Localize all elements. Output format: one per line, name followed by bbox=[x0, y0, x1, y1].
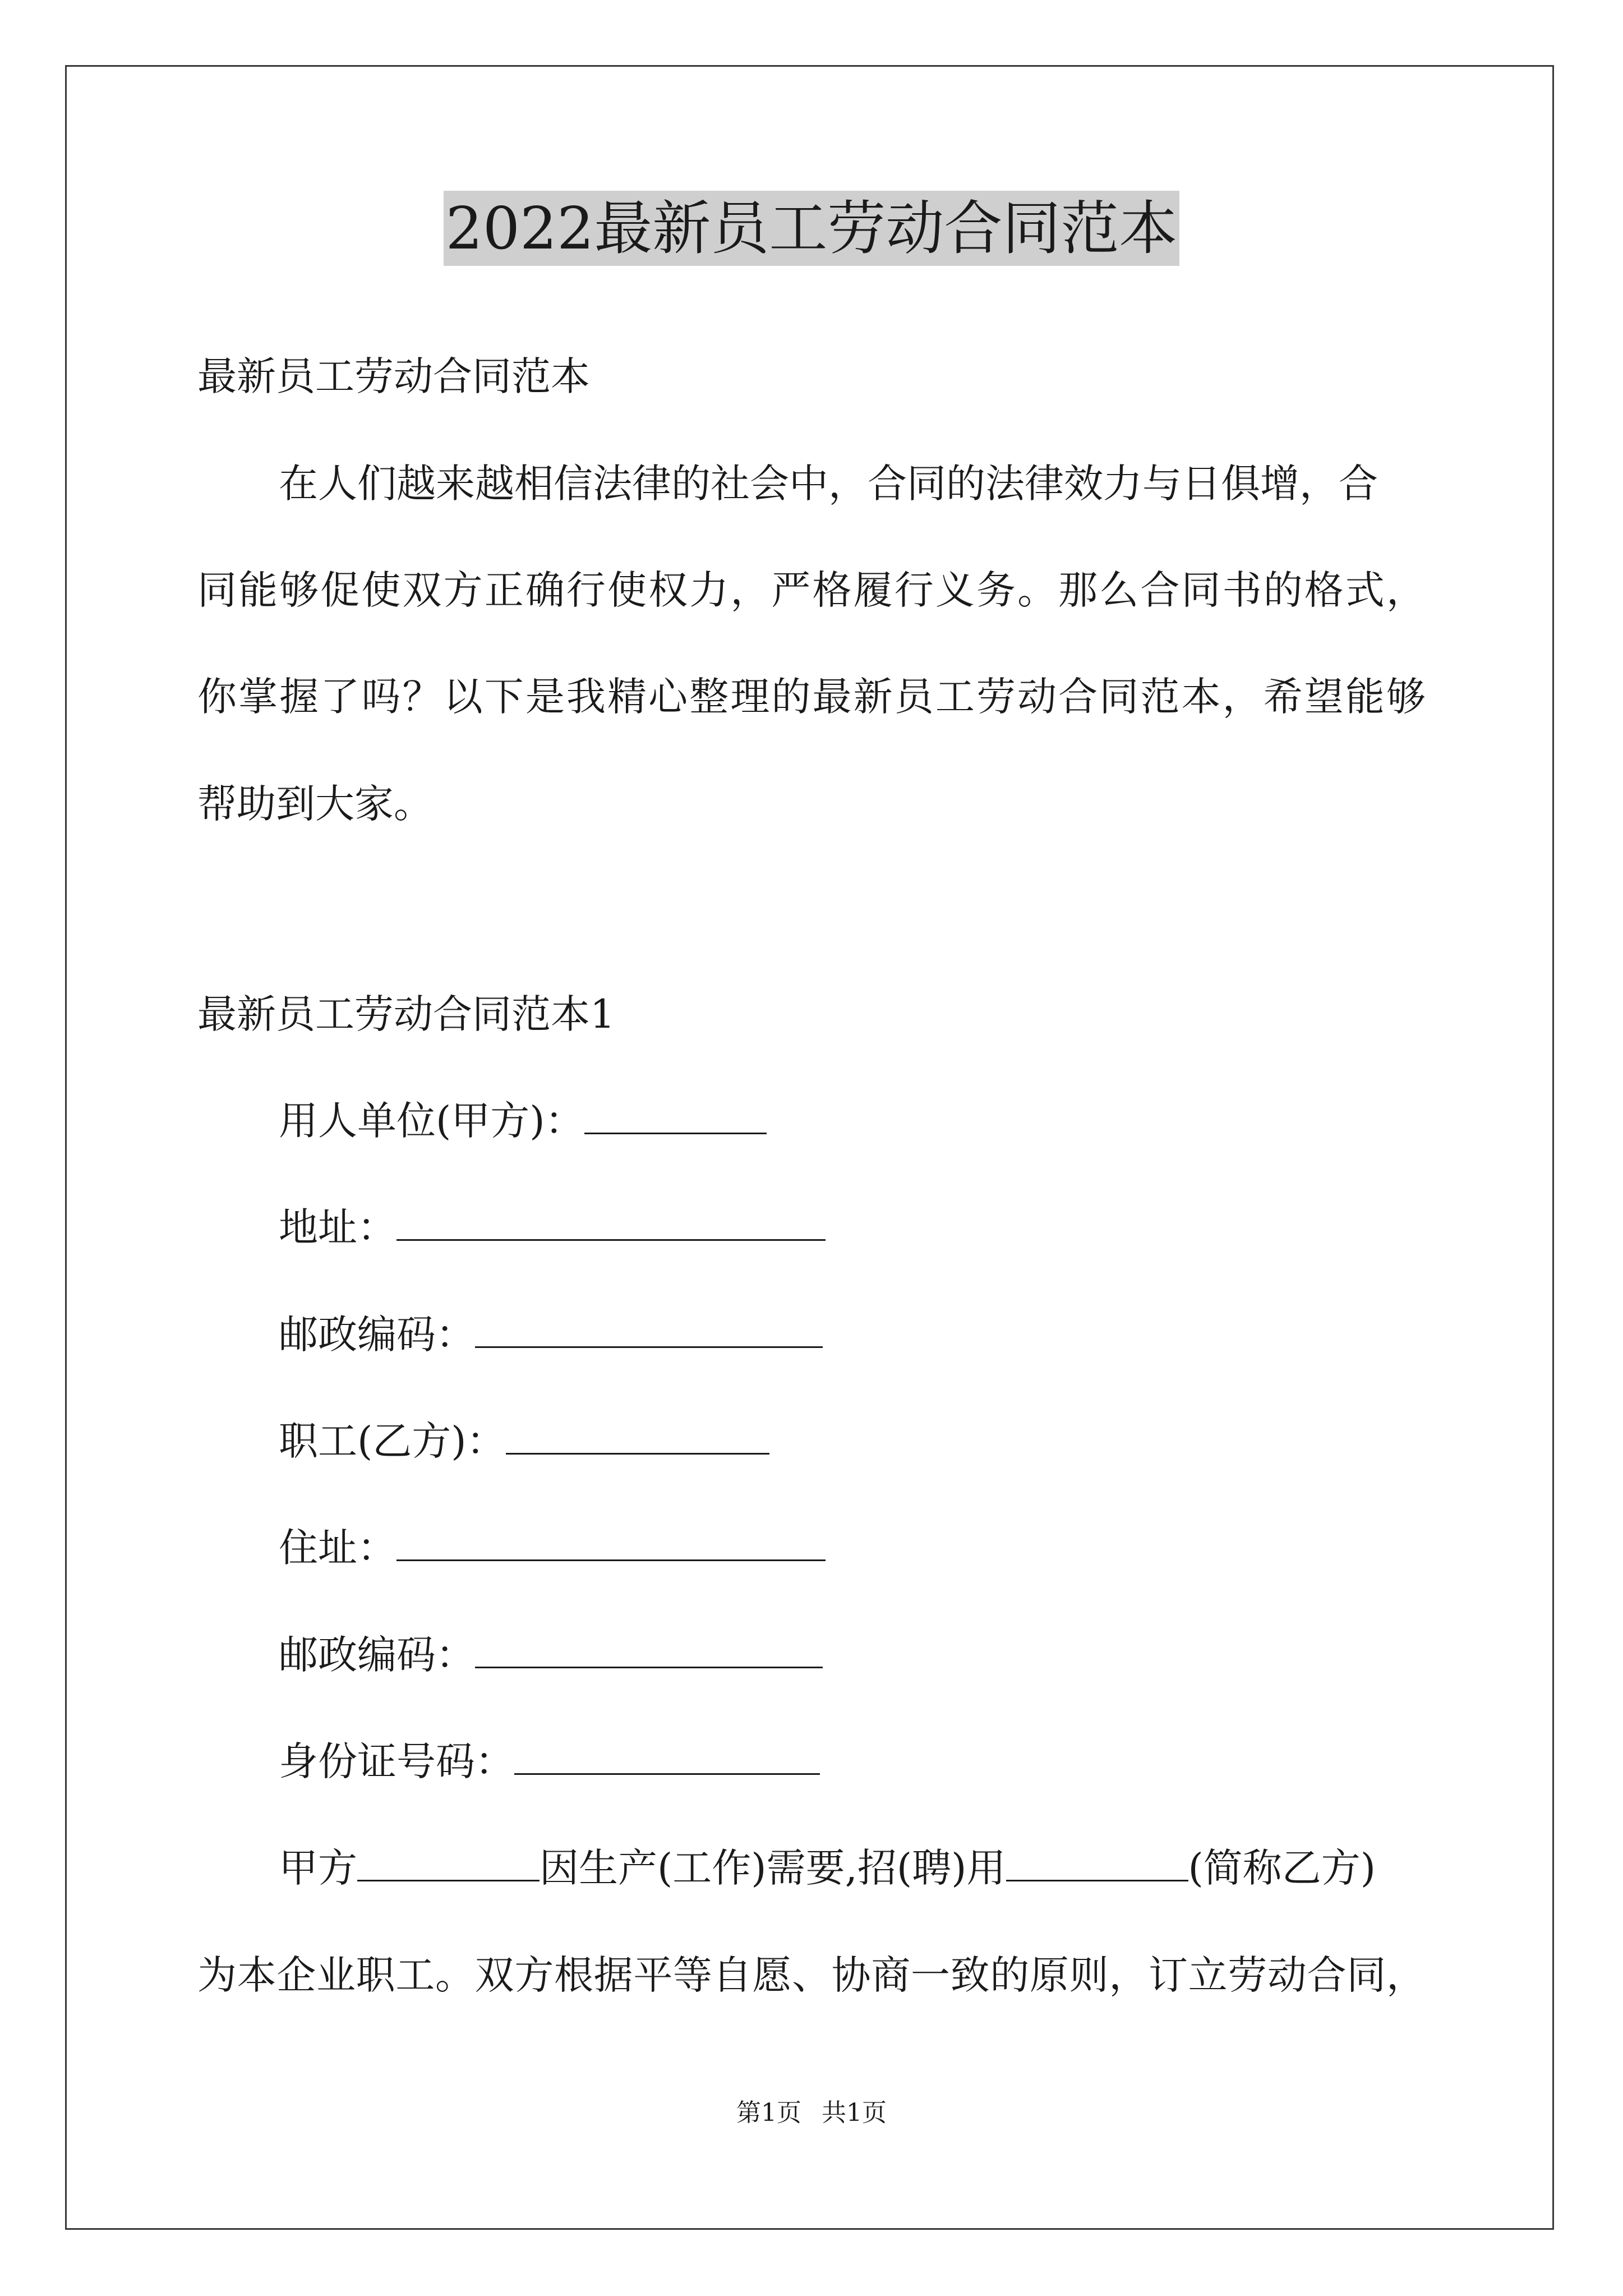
employee-blank bbox=[506, 1421, 769, 1455]
address-blank bbox=[396, 1208, 826, 1241]
id-number-label: 身份证号码： bbox=[279, 1738, 514, 1784]
id-number-blank bbox=[514, 1742, 820, 1775]
page-footer: 第1页 共1页 bbox=[736, 2099, 887, 2127]
employer-field bbox=[279, 1098, 767, 1144]
employee-postcode-field bbox=[279, 1632, 823, 1678]
intro-line-1: 在人们越来越相信法律的社会中，合同的法律效力与日俱增，合 bbox=[279, 461, 1378, 507]
residence-label: 住址： bbox=[279, 1525, 396, 1571]
section-heading: 最新员工劳动合同范本1 bbox=[197, 991, 615, 1037]
residence-blank bbox=[396, 1528, 826, 1561]
employer-blank bbox=[584, 1101, 767, 1134]
employer-postcode-blank bbox=[475, 1315, 823, 1348]
employer-label: 用人单位(甲方)： bbox=[279, 1098, 584, 1144]
address-field bbox=[279, 1204, 826, 1250]
clause-party-a-blank bbox=[357, 1848, 540, 1881]
employer-postcode-field bbox=[279, 1312, 823, 1358]
address-label: 地址： bbox=[279, 1204, 396, 1250]
document-title-text: 2022最新员工劳动合同范本 bbox=[444, 191, 1180, 266]
document-title bbox=[0, 194, 1623, 263]
employer-postcode-label: 邮政编码： bbox=[279, 1312, 475, 1358]
clause-party-a: 甲方 bbox=[279, 1845, 357, 1891]
clause-party-b-blank bbox=[1006, 1848, 1188, 1881]
id-number-field bbox=[279, 1738, 820, 1784]
intro-line-4: 帮助到大家。 bbox=[197, 781, 433, 827]
employee-postcode-label: 邮政编码： bbox=[279, 1632, 475, 1678]
clause-party-b-note: (简称乙方) bbox=[1188, 1845, 1376, 1891]
clause-line-1 bbox=[279, 1845, 1376, 1891]
employee-label: 职工(乙方)： bbox=[279, 1418, 506, 1464]
employee-postcode-blank bbox=[475, 1635, 823, 1668]
employee-field bbox=[279, 1418, 769, 1464]
residence-field bbox=[279, 1525, 826, 1571]
intro-line-3: 你掌握了吗？以下是我精心整理的最新员工劳动合同范本，希望能够 bbox=[197, 674, 1426, 720]
clause-line-2: 为本企业职工。双方根据平等自愿、协商一致的原则，订立劳动合同， bbox=[197, 1952, 1426, 1998]
document-subtitle: 最新员工劳动合同范本 bbox=[197, 353, 590, 399]
intro-line-2: 同能够促使双方正确行使权力，严格履行义务。那么合同书的格式， bbox=[197, 567, 1426, 613]
clause-hiring-text: 因生产(工作)需要,招(聘)用 bbox=[540, 1845, 1006, 1891]
